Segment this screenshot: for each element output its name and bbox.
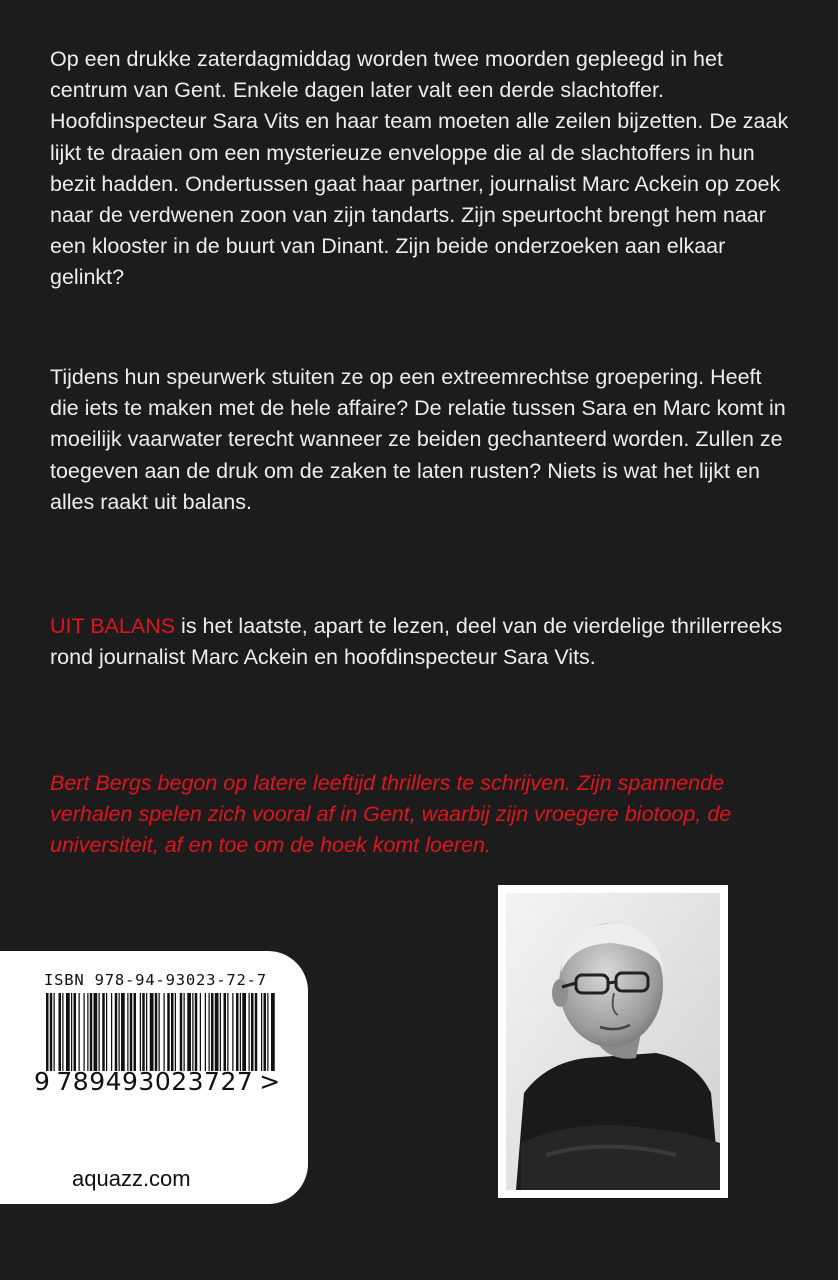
barcode-bar [267, 993, 268, 1071]
barcode-bar [251, 993, 254, 1071]
barcode-bar [87, 993, 88, 1071]
barcode-bar [121, 993, 125, 1071]
barcode-bar [164, 993, 165, 1071]
barcode-bar [66, 993, 70, 1071]
barcode-bar [111, 993, 112, 1071]
author-photo-frame [498, 885, 728, 1198]
barcode-bar [102, 993, 105, 1071]
barcode-bar [90, 993, 93, 1071]
barcode-bar [205, 993, 206, 1071]
barcode-bar [142, 993, 145, 1071]
barcode-bar [255, 993, 258, 1071]
barcode-bar [167, 993, 170, 1071]
barcode-bar [159, 993, 160, 1071]
barcode-bar [134, 993, 137, 1071]
barcode-bar [242, 993, 246, 1071]
barcode-panel [0, 951, 308, 1204]
barcode-bar [240, 993, 241, 1071]
author-photo [506, 893, 720, 1190]
barcode-bar [171, 993, 174, 1071]
barcode-digits: 789493023727 [56, 1067, 254, 1096]
barcode-bar [211, 993, 214, 1071]
barcode-bar [187, 993, 191, 1071]
barcode-bar [249, 993, 250, 1071]
barcode-bar [150, 993, 154, 1071]
barcode-bar [94, 993, 98, 1071]
barcode-bar [215, 993, 219, 1071]
barcode-bar [119, 993, 120, 1071]
publisher-website: aquazz.com [72, 1166, 191, 1191]
barcode-bar [227, 993, 228, 1071]
barcode-digits-row [34, 1067, 281, 1096]
barcode-bar [59, 993, 62, 1071]
synopsis-paragraph-1: Op een drukke zaterdagmiddag worden twee moorden gepleegd in het centrum van Gent. Enkele dagen later valt een derde slachtoffer. Hoofdinspecteur Sara Vits en haar team moeten alle zeilen bijzetten. De zaak lijkt te draaien om een mysterieuze enveloppe die al de slachtoffers in hun bezit hadden. Ondertussen gaat haar partner, journalist Marc Ackein op zoek naar de verdwenen zoon van zijn tandarts. Zijn speurtocht brengt hem naar een klooster in de buurt van Dinant. Zijn beide onderzoeken aan elkaar gelinkt? [50, 47, 789, 290]
barcode-bar [155, 993, 158, 1071]
barcode-bar [184, 993, 185, 1071]
barcode-bar [175, 993, 176, 1071]
barcode-bar [192, 993, 193, 1071]
barcode-bar [209, 993, 210, 1071]
barcode-bar [99, 993, 100, 1071]
barcode-bar [50, 993, 53, 1071]
barcode-bar [271, 993, 275, 1071]
barcode-bar [106, 993, 107, 1071]
barcode-bar [79, 993, 80, 1071]
barcode-bar [236, 993, 239, 1071]
barcode-bar [220, 993, 221, 1071]
series-note [50, 611, 790, 673]
barcode-bar [200, 993, 201, 1071]
barcode-bar [140, 993, 141, 1071]
series-note-text: is het laatste, apart te lezen, deel van de vierdelige thrillerreeks rond journalist Marc Ackein en hoofdinspecteur Sara Vits. [50, 614, 783, 670]
isbn-label: ISBN 978-94-93023-72-7 [44, 971, 267, 989]
author-bio: Bert Bergs begon op latere leeftijd thrillers te schrijven. Zijn spannende verhalen spelen zich vooral af in Gent, waarbij zijn vroegere biotoop, de universiteit, af en toe om de hoek komt loeren. [50, 771, 732, 858]
barcode-bar [127, 993, 128, 1071]
barcode [46, 993, 278, 1071]
book-title: UIT BALANS [50, 614, 176, 638]
barcode-bar [195, 993, 198, 1071]
barcode-bar [84, 993, 85, 1071]
barcode-bar [232, 993, 233, 1071]
barcode-bar [54, 993, 55, 1071]
barcode-guard: > [259, 1067, 281, 1096]
barcode-bar [264, 993, 267, 1071]
barcode-bar [62, 993, 63, 1071]
synopsis-paragraph-2: Tijdens hun speurwerk stuiten ze op een extreemrechtse groepering. Heeft die iets te maken met de hele affaire? De relatie tussen Sara en Marc komt in moeilijk vaarwater terecht wanneer ze beiden gechanteerd worden. Zullen ze toegeven aan de druk om de zaken te laten rusten? Niets is wat het lijkt en alles raakt uit balans. [50, 365, 786, 514]
barcode-bar [261, 993, 262, 1071]
barcode-bar [224, 993, 227, 1071]
barcode-bar [146, 993, 147, 1071]
barcode-bar [180, 993, 183, 1071]
barcode-first-digit: 9 [34, 1067, 51, 1096]
barcode-bar [74, 993, 77, 1071]
barcode-bar [71, 993, 72, 1071]
barcode-bar [46, 993, 49, 1071]
barcode-bar [130, 993, 133, 1071]
barcode-bar [115, 993, 118, 1071]
